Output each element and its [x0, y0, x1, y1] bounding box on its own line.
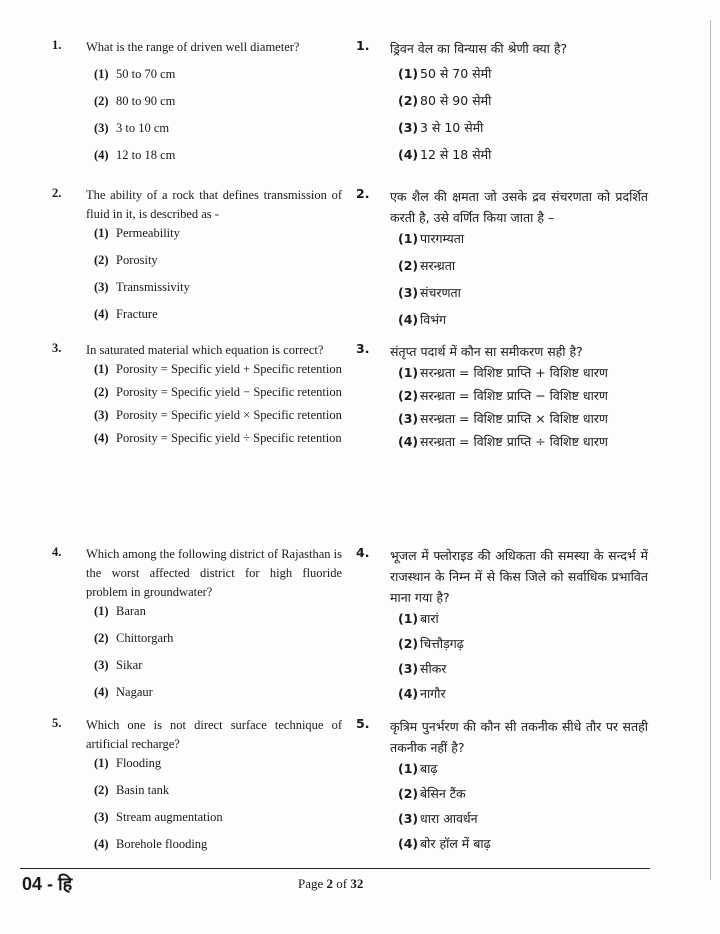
question-text: Which one is not direct surface technique of artificial recharge? — [86, 718, 342, 751]
option: (1) बाढ़ — [398, 761, 438, 776]
page-number: 2 — [326, 876, 334, 891]
question-number: 3. — [52, 341, 62, 355]
question-2-hi — [356, 186, 648, 330]
booklet-code: 04 - हि — [22, 874, 73, 894]
question-4-en — [52, 545, 342, 702]
option: (3) Porosity = Specific yield × Specific retention — [94, 408, 342, 422]
option: (3) Transmissivity — [94, 280, 190, 294]
question-3-en — [52, 341, 342, 448]
question-text: कृत्रिम पुनर्भरण की कौन सी तकनीक सीधे तौर पर सतही तकनीक नहीं है? — [390, 719, 648, 755]
option: (4) Nagaur — [94, 685, 153, 699]
option: (1) Permeability — [94, 226, 180, 240]
option: (1) 50 to 70 cm — [94, 67, 176, 81]
question-1-hi — [356, 38, 648, 165]
question-text: In saturated material which equation is correct? — [86, 343, 324, 357]
option: (3) Stream augmentation — [94, 810, 223, 824]
page-label: Page — [298, 876, 324, 891]
option: (3) सीकर — [398, 661, 447, 676]
page-edge-line — [710, 20, 711, 880]
option: (3) संचरणता — [398, 285, 461, 300]
option: (3) 3 to 10 cm — [94, 121, 170, 135]
option: (2) Chittorgarh — [94, 631, 174, 645]
question-number: 2. — [52, 186, 62, 200]
question-number: 5. — [356, 716, 370, 731]
question-5-hi — [356, 716, 648, 854]
page-of-label: of — [336, 876, 348, 891]
question-text: Which among the following district of Rajasthan is the worst affected district for high fluoride problem in groundwater? — [86, 547, 342, 599]
option: (2) Porosity — [94, 253, 158, 267]
option: (1) सरन्ध्रता = विशिष्ट प्राप्ति + विशिष्ट धारण — [398, 365, 608, 380]
option: (2) सरन्ध्रता = विशिष्ट प्राप्ति − विशिष्ट धारण — [398, 388, 608, 403]
option: (3) धारा आवर्धन — [398, 811, 478, 826]
question-3-hi — [356, 341, 648, 452]
question-text: एक शैल की क्षमता जो उसके द्रव संचरणता को प्रदर्शित करती है, उसे वर्णित किया जाता है – — [390, 189, 648, 225]
question-number: 5. — [52, 716, 62, 730]
question-number: 1. — [52, 38, 62, 52]
option: (2) 80 से 90 सेमी — [398, 93, 492, 108]
question-number: 3. — [356, 341, 370, 356]
question-text: संतृप्त पदार्थ में कौन सा समीकरण सही है? — [390, 344, 583, 359]
option: (4) 12 से 18 सेमी — [398, 147, 492, 162]
option: (4) नागौर — [398, 686, 446, 701]
page-indicator — [298, 876, 363, 892]
option: (4) Borehole flooding — [94, 837, 208, 851]
option: (1) 50 से 70 सेमी — [398, 66, 492, 81]
option: (1) Porosity = Specific yield + Specific retention — [94, 362, 342, 376]
option: (2) सरन्ध्रता — [398, 258, 456, 273]
option: (1) Flooding — [94, 756, 162, 770]
option: (4) 12 to 18 cm — [94, 148, 176, 162]
option: (2) बेसिन टैंक — [398, 786, 466, 801]
question-number: 4. — [52, 545, 62, 559]
option: (2) चित्तौड़गढ़ — [398, 636, 464, 651]
question-4-hi — [356, 545, 648, 704]
question-number: 4. — [356, 545, 370, 560]
option: (4) Porosity = Specific yield ÷ Specific retention — [94, 431, 342, 445]
option: (2) Porosity = Specific yield − Specific retention — [94, 385, 342, 399]
option: (2) 80 to 90 cm — [94, 94, 176, 108]
option: (3) Sikar — [94, 658, 143, 672]
question-text: What is the range of driven well diameter? — [86, 40, 300, 54]
question-2-en — [52, 186, 342, 324]
question-1-en — [52, 38, 342, 165]
option: (4) Fracture — [94, 307, 158, 321]
question-text: ड्रिवन वेल का विन्यास की श्रेणी क्या है? — [390, 41, 568, 56]
option: (1) पारगम्यता — [398, 231, 465, 246]
option: (4) विभंग — [398, 312, 447, 327]
question-number: 1. — [356, 38, 370, 53]
question-text: भूजल में फ्लोराइड की अधिकता की समस्या के सन्दर्भ में राजस्थान के निम्न में से किस जिले को सर्वाधिक प्रभावित माना गया है? — [390, 548, 648, 605]
footer-divider — [20, 868, 650, 869]
option: (1) Baran — [94, 604, 146, 618]
option: (2) Basin tank — [94, 783, 170, 797]
option: (3) सरन्ध्रता = विशिष्ट प्राप्ति × विशिष्ट धारण — [398, 411, 608, 426]
option: (4) सरन्ध्रता = विशिष्ट प्राप्ति ÷ विशिष्ट धारण — [398, 434, 608, 449]
question-5-en — [52, 716, 342, 854]
option: (4) बोर हॉल में बाढ़ — [398, 836, 491, 851]
page-total: 32 — [350, 876, 364, 891]
option: (1) बारां — [398, 611, 439, 626]
question-number: 2. — [356, 186, 370, 201]
question-text: The ability of a rock that defines transmission of fluid in it, is described as - — [86, 188, 342, 221]
option: (3) 3 से 10 सेमी — [398, 120, 484, 135]
